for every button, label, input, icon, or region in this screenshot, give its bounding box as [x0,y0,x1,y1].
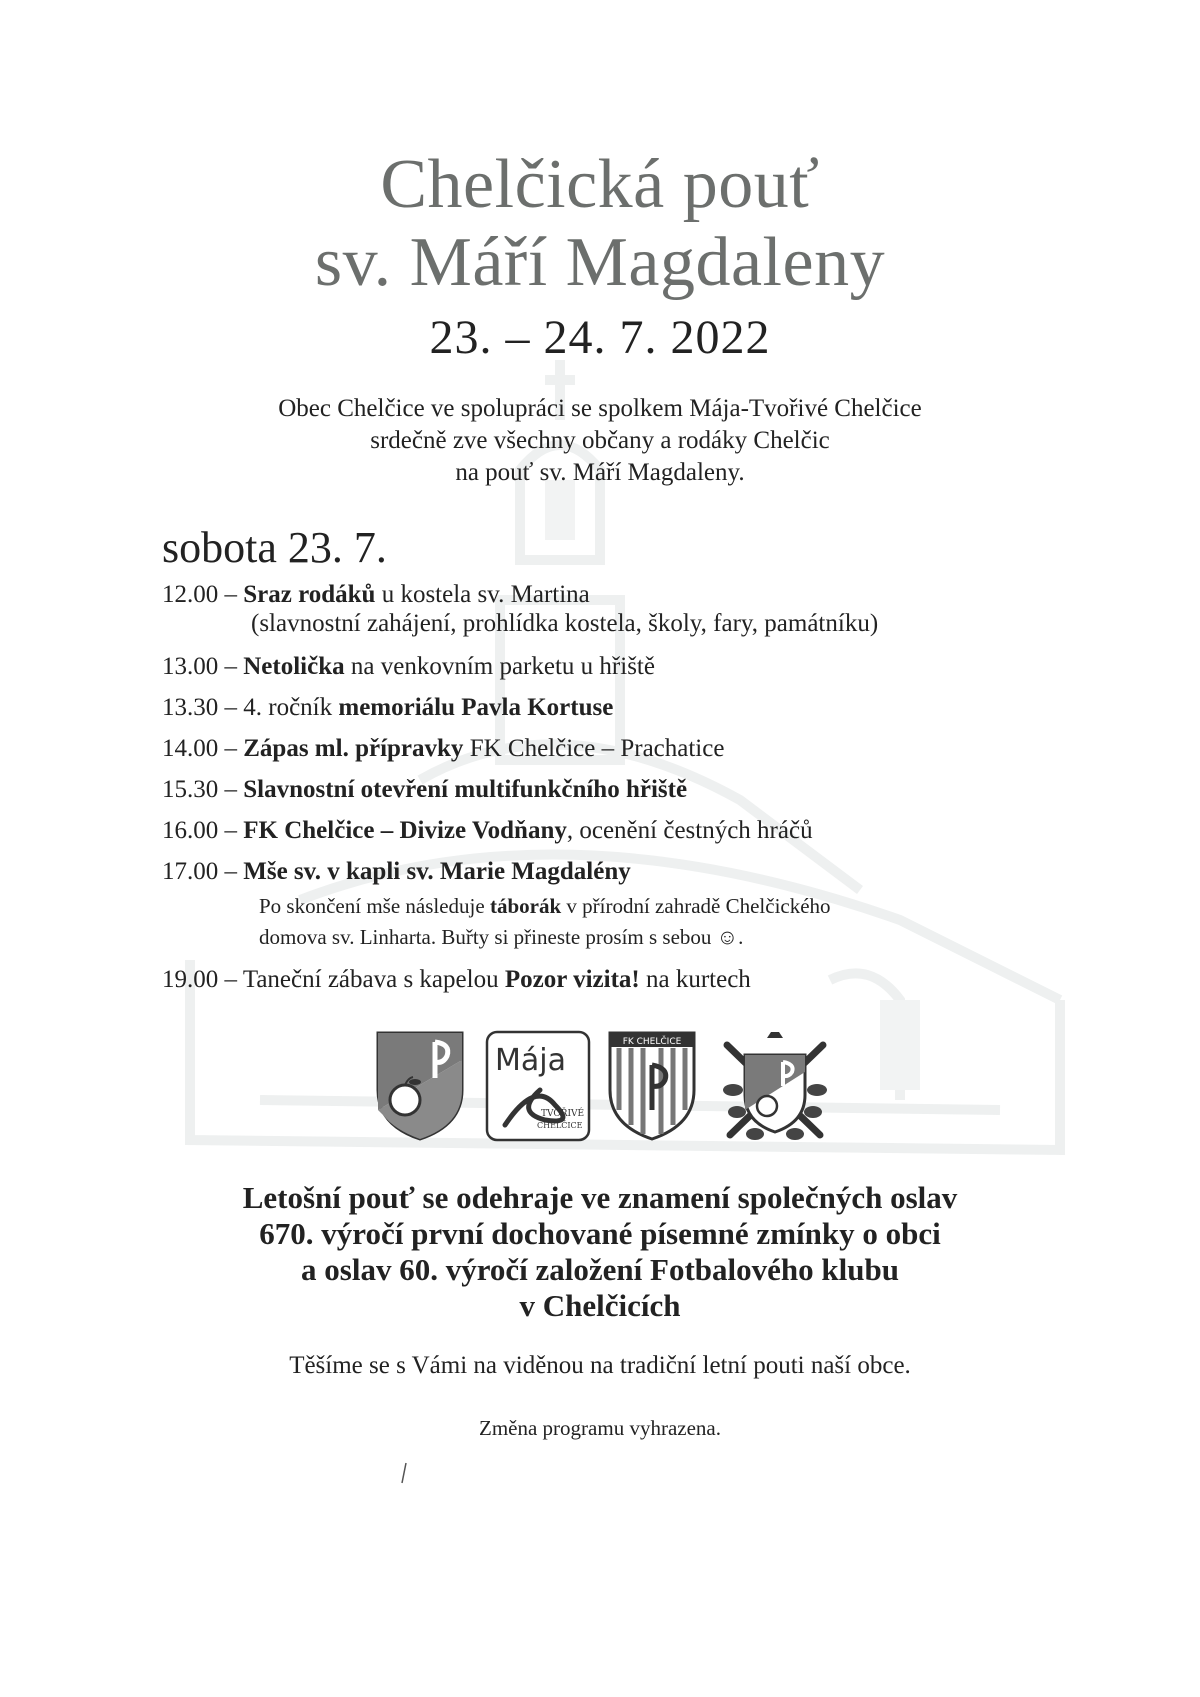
event-dates: 23. – 24. 7. 2022 [429,311,771,364]
schedule-highlight: Netolička [243,653,345,680]
schedule-detail: na venkovním parketu u hřiště [344,653,655,680]
schedule-subtext: (slavnostní zahájení, prohlídka kostela, školy, fary, památníku) [251,610,879,637]
schedule-note-line-2: domova sv. Linharta. Buřty si přineste prosím s sebou ☺. [259,925,744,949]
anniversary-line-1: Letošní pouť se odehraje ve znamení společných oslav [242,1180,958,1215]
schedule-detail: FK Chelčice – Prachatice [463,735,725,762]
schedule-item [162,965,751,995]
note-suffix: v přírodní zahradě Chelčického [561,894,831,918]
fire-brigade-emblem-icon [715,1030,835,1146]
scan-mark [401,1462,407,1484]
maja-logo-sub2: CHELČICE [537,1121,583,1130]
village-coat-of-arms-icon [375,1030,465,1142]
schedule-item [162,580,590,610]
closing-text: Těšíme se s Vámi na viděnou na tradiční letní pouti naší obce. [289,1352,911,1379]
title-line-1: Chelčická pouť [380,146,820,223]
anniversary-line-3: a oslav 60. výročí založení Fotbalového klubu [301,1252,899,1287]
anniversary-line-2: 670. výročí první dochované písemné zmínky o obci [259,1216,941,1251]
schedule-item [162,734,724,764]
schedule-item [162,693,613,723]
anniversary-line-4: v Chelčicích [519,1288,681,1323]
day-heading: sobota 23. 7. [162,523,387,572]
note-prefix: Po skončení mše následuje [259,894,490,918]
schedule-detail: u kostela sv. Martina [375,581,590,608]
schedule-highlight: Mše sv. v kapli sv. Marie Magdalény [243,858,631,885]
invitation-line-3: na pouť sv. Máří Magdaleny. [455,459,745,486]
schedule-time: 12.00 – [162,581,244,608]
schedule-time: 16.00 – [162,817,244,844]
schedule-item [162,775,687,805]
schedule-prefix: Taneční zábava s kapelou [242,966,505,993]
schedule-highlight: Pozor vizita! [504,966,640,993]
invitation-line-2: srdečně zve všechny občany a rodáky Chelčic [370,427,830,454]
note-highlight: táborák [489,894,562,918]
schedule-time: 13.00 – [162,653,244,680]
schedule-detail: na kurtech [639,966,751,993]
schedule-highlight: memoriálu Pavla Kortuse [338,694,614,721]
schedule-prefix: 4. ročník [243,694,339,721]
fk-shield-text: FK CHELČICE [622,1037,682,1047]
title-line-2: sv. Máří Magdaleny [314,224,886,301]
schedule-time: 19.00 – [162,966,243,993]
schedule-time: 13.30 – [162,694,244,721]
schedule-time: 15.30 – [162,776,244,803]
schedule-highlight: Sraz rodáků [243,581,376,608]
schedule-item [162,857,631,887]
schedule-highlight: FK Chelčice – Divize Vodňany [243,817,567,844]
anniversary-text [0,1180,1200,1324]
invitation-line-1: Obec Chelčice ve spolupráci se spolkem Mája-Tvořivé Chelčice [278,395,922,422]
schedule-detail: , ocenění čestných hráčů [566,817,813,844]
maja-logo-icon [485,1030,591,1142]
schedule-note-line-1 [259,891,831,922]
schedule-time: 17.00 – [162,858,244,885]
schedule-item [162,652,655,682]
invitation-text [0,393,1200,489]
fk-chelcice-shield-icon [607,1030,697,1142]
schedule-time: 14.00 – [162,735,244,762]
change-notice: Změna programu vyhrazena. [479,1416,721,1440]
schedule-highlight: Zápas ml. přípravky [243,735,464,762]
schedule-item [162,816,813,846]
maja-logo-text: Mája [495,1043,566,1078]
schedule-highlight: Slavnostní otevření multifunkčního hřiště [243,776,688,803]
maja-logo-sub1: TVOŘIVÉ [541,1109,585,1119]
logo-strip [370,1030,840,1180]
